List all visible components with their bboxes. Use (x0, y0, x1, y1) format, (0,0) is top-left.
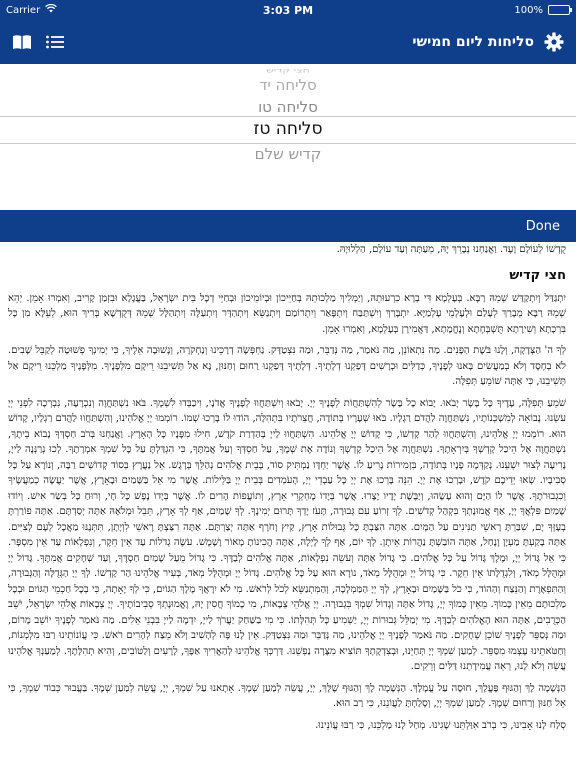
battery-percent: 100% (514, 4, 543, 16)
text-paragraph: הַנְּשָׁמָה לָךְ וְהַגּוּף פָּעֳלָךְ, חוּסָה עַל עֲמָלָךְ. הַנְּשָׁמָה לָךְ וְהַגּוּף שֶׁלָּךְ, יְיָ, עֲשֵׂה לְמַעַן שְׁמֶךָ. אָתָאנוּ עַל שִׁמְךָ, יְיָ, עֲשֵׂה לְמַעַן שְׁמֶךָ. בַּעֲבוּר כְּבוֹד שִׁמְךָ, כִּי אֵל חַנּוּן וְרַחוּם שְׁמֶךָ. לְמַעַן שִׁמְךָ יְיָ, וְסָלַחְתָּ לַעֲוֹנֵנוּ, כִּי רַב הוּא. (8, 682, 566, 709)
picker-option[interactable]: סליחה יד (259, 76, 317, 94)
status-left (6, 4, 57, 16)
done-button[interactable]: Done (525, 218, 560, 234)
prayer-text[interactable] (0, 242, 576, 768)
nav-left-buttons (12, 34, 64, 50)
picker-option-selected[interactable]: סליחה טז (253, 119, 323, 139)
section-picker[interactable] (0, 64, 576, 210)
status-bar (0, 0, 576, 20)
wifi-icon (45, 4, 57, 16)
status-time: 3:03 PM (262, 3, 314, 17)
nav-right (412, 32, 564, 52)
book-icon[interactable] (12, 34, 32, 50)
battery-icon (548, 5, 570, 15)
text-paragraph: שֹׁמֵעַ תְּפִלָּה, עָדֶיךָ כָּל בָּשָׂר יָבֹאוּ. יָבוֹא כָל בָּשָׂר לְהִשְׁתַּחֲוֹת לְפָנֶיךָ יְיָ. יָבֹאוּ וְיִשְׁתַּחֲווּ לְפָנֶיךָ אֲדֹנָי, וִיכַבְּדוּ לִשְׁמֶךָ. בֹּאוּ נִשְׁתַּחֲוֶה וְנִכְרָעָה, נִבְרְכָה לִפְנֵי יְיָ עֹשֵׂנוּ. נָבוֹאָה לְמִשְׁכְּנוֹתָיו, נִשְׁתַּחֲוֶה לַהֲדֹם רַגְלָיו. בֹּאוּ שְׁעָרָיו בְּתוֹדָה, חֲצֵרֹתָיו בִּתְהִלָּה, הוֹדוּ לוֹ בָּרְכוּ שְׁמוֹ. רוֹמְמוּ יְיָ אֱלֹהֵינוּ, וְהִשְׁתַּחֲווּ לַהֲדֹם רַגְלָיו, קָדוֹשׁ הוּא. רוֹמְמוּ יְיָ אֱלֹהֵינוּ, וְהִשְׁתַּחֲווּ לְהַר קָדְשׁוֹ, כִּי קָדוֹשׁ יְיָ אֱלֹהֵינוּ. הִשְׁתַּחֲווּ לַייָ בְּהַדְרַת קֹדֶשׁ, חִילוּ מִפָּנָיו כָּל הָאָרֶץ. וַאֲנַחְנוּ בְּרֹב חַסְדְּךָ נָבוֹא בֵיתֶךָ, נִשְׁתַּחֲוֶה אֶל הֵיכַל קָדְשְׁךָ בְּיִרְאָתֶךָ. נִשְׁתַּחֲוֶה אֶל הֵיכַל קָדְשְׁךָ וְנוֹדֶה אֶת שְׁמֶךָ, עַל חַסְדְּךָ וְעַל אֲמִתֶּךָ, כִּי הִגְדַּלְתָּ עַל כָּל שִׁמְךָ אִמְרָתֶךָ. לְכוּ נְרַנְּנָה לַייָ, נָרִיעָה לְצוּר יִשְׁעֵנוּ. נְקַדְּמָה פָנָיו בְּתוֹדָה, בִּזְמִירוֹת נָרִיעַ לוֹ. אֲשֶׁר יַחְדָּו נַמְתִּיק סוֹד, בְּבֵית אֱלֹהִים נְהַלֵּךְ בְּרָגֶשׁ. אֵל נַעֲרָץ בְּסוֹד קְדוֹשִׁים רַבָּה, וְנוֹרָא עַל כָּל סְבִיבָיו. שְׂאוּ יְדֵיכֶם קֹדֶשׁ, וּבָרְכוּ אֶת יְיָ. הִנֵּה בָּרְכוּ אֶת יְיָ כָּל עַבְדֵי יְיָ, הָעֹמְדִים בְּבֵית יְיָ בַּלֵּילוֹת. אֲשֶׁר מִי אֵל בַּשָּׁמַיִם וּבָאָרֶץ, אֲשֶׁר יַעֲשֶׂה כְמַעֲשֶׂיךָ וְכִגְבוּרֹתֶךָ. אֲשֶׁר לוֹ הַיָּם וְהוּא עָשָׂהוּ, וְיַבֶּשֶׁת יָדָיו יָצָרוּ. אֲשֶׁר בְּיָדוֹ מֶחְקְרֵי אָרֶץ, וְתוֹעֲפוֹת הָרִים לוֹ. אֲשֶׁר בְּיָדוֹ נֶפֶשׁ כָּל חָי, וְרוּחַ כָּל בְּשַׂר אִישׁ. וְיוֹדוּ שָׁמַיִם פִּלְאֲךָ יְיָ, אַף אֱמוּנָתְךָ בִּקְהַל קְדֹשִׁים. לְךָ זְרוֹעַ עִם גְּבוּרָה, תָּעֹז יָדְךָ תָּרוּם יְמִינֶךָ. לְךָ שָׁמַיִם, אַף לְךָ אָרֶץ, תֵּבֵל וּמְלֹאָהּ אַתָּה יְסַדְתָּם. אַתָּה פוֹרַרְתָּ בְעָזְּךָ יָם, שִׁבַּרְתָּ רָאשֵׁי תַנִּינִים עַל הַמָּיִם. אַתָּה הִצַּבְתָּ כָּל גְּבוּלוֹת אָרֶץ, קַיִץ וָחֹרֶף אַתָּה יְצַרְתָּם. אַתָּה רִצַּצְתָּ רָאשֵׁי לִוְיָתָן, תִּתְּנֶנּוּ מַאֲכָל לְעָם לְצִיִּים. אַתָּה בָקַעְתָּ מַעְיָן וָנָחַל, אַתָּה הוֹבַשְׁתָּ נַהֲרוֹת אֵיתָן. לְךָ יוֹם, אַף לְךָ לָיְלָה, אַתָּה הֲכִינוֹתָ מָאוֹר וָשָׁמֶשׁ. עֹשֶׂה גְדֹלוֹת עַד אֵין חֵקֶר, וְנִפְלָאוֹת עַד אֵין מִסְפָּר. כִּי אֵל גָּדוֹל יְיָ, וּמֶלֶךְ גָּדוֹל עַל כָּל אֱלֹהִים. כִּי גָדוֹל אַתָּה וְעֹשֵׂה נִפְלָאוֹת, אַתָּה אֱלֹהִים לְבַדֶּךָ. כִּי גָדוֹל מֵעַל שָׁמַיִם חַסְדֶּךָ, וְעַד שְׁחָקִים אֲמִתֶּךָ. גָּדוֹל יְיָ וּמְהֻלָּל מְאֹד, וְלִגְדֻלָּתוֹ אֵין חֵקֶר. כִּי גָדוֹל יְיָ וּמְהֻלָּל מְאֹד, נוֹרָא הוּא עַל כָּל אֱלֹהִים. גָּדוֹל יְיָ וּמְהֻלָּל מְאֹד, בְּעִיר אֱלֹהֵינוּ הַר קָדְשׁוֹ. לְךָ יְיָ הַגְּדֻלָּה וְהַגְּבוּרָה, וְהַתִּפְאֶרֶת וְהַנֵּצַח וְהַהוֹד, כִּי כֹל בַּשָּׁמַיִם וּבָאָרֶץ, לְךָ יְיָ הַמַּמְלָכָה, וְהַמִּתְנַשֵּׂא לְכֹל לְרֹאשׁ. מִי לֹא יִרָאֲךָ מֶלֶךְ הַגּוֹיִם, כִּי לְךָ יָאָתָה, כִּי בְכָל חַכְמֵי הַגּוֹיִם וּבְכָל מַלְכוּתָם מֵאֵין כָּמוֹךָ. מֵאֵין כָּמוֹךָ יְיָ, גָּדוֹל אַתָּה וְגָדוֹל שִׁמְךָ בִּגְבוּרָה. יְיָ אֱלֹהֵי צְבָאוֹת, מִי כָמוֹךָ חֲסִין יָהּ, וֶאֱמוּנָתְךָ סְבִיבוֹתֶיךָ. יְיָ צְבָאוֹת אֱלֹהֵי יִשְׂרָאֵל, יֹשֵׁב הַכְּרֻבִים, אַתָּה הוּא הָאֱלֹהִים לְבַדֶּךָ. מִי יְמַלֵּל גְּבוּרוֹת יְיָ, יַשְׁמִיעַ כָּל תְּהִלָּתוֹ. כִּי מִי בַשַּׁחַק יַעֲרֹךְ לַייָ, יִדְמֶה לַייָ בִּבְנֵי אֵלִים. מַה נֹּאמַר לְפָנֶיךָ יוֹשֵׁב מָרוֹם, וּמַה נְּסַפֵּר לְפָנֶיךָ שׁוֹכֵן שְׁחָקִים. מַה נֹּאמַר לְפָנֶיךָ יְיָ אֱלֹהֵינוּ, מַה נְּדַבֵּר וּמַה נִּצְטַדָּק. אֵין לָנוּ פֶּה לְהָשִׁיב וְלֹא מֵצַח לְהָרִים רֹאשׁ. כִּי עֲוֹנוֹתֵינוּ רַבּוּ מִלְּמְנוֹת, וְחַטֹּאתֵינוּ עָצְמוּ מִסַּפֵּר. לְמַעַן שִׁמְךָ יְיָ תְּחַיֵּנוּ, וּבְצִדְקָתְךָ תּוֹצִיא מִצָּרָה נַפְשֵׁנוּ. דַּרְכְּךָ אֱלֹהֵינוּ לְהַאֲרִיךְ אַפֶּךָ, לָרָעִים וְלַטּוֹבִים, וְהִיא תְהִלָּתֶךָ. לְמַעַנְךָ אֱלֹהֵינוּ עֲשֵׂה וְלֹא לָנוּ, רְאֵה עֲמִידָתֵנוּ דַּלִּים וְרֵקִים. (8, 397, 566, 672)
text-paragraph: לְךָ ה' הַצְּדָקָה, וְלָנוּ בֹּשֶׁת הַפָּנִים. מַה נִּתְאוֹנֵן, מַה נֹּאמַר, מַה נְּדַבֵּר, וּמַה נִּצְטַדָּק. נַחְפְּשָׂה דְרָכֵינוּ וְנַחְקֹרָה, וְנָשׁוּבָה אֵלֶיךָ, כִּי יְמִינְךָ פְשׁוּטָה לְקַבֵּל שָׁבִים. לֹא בְחֶסֶד וְלֹא בְמַעֲשִׂים בָּאנוּ לְפָנֶיךָ, כְּדַלִּים וּכְרָשִׁים דָּפַקְנוּ דְלָתֶיךָ. דְּלָתֶיךָ דָּפַקְנוּ רַחוּם וְחַנּוּן, נָא אַל תְּשִׁיבֵנוּ רֵיקָם מִלְּפָנֶיךָ. מִלְּפָנֶיךָ מַלְכֵּנוּ רֵיקָם אַל תְּשִׁיבֵנוּ, כִּי אַתָּה שׁוֹמֵעַ תְּפִלָּה. (8, 345, 566, 387)
gear-icon[interactable] (544, 32, 564, 52)
picker-selection-line-top (0, 116, 576, 117)
text-paragraph: יִתְגַּדַּל וְיִתְקַדַּשׁ שְׁמֵהּ רַבָּא. בְּעָלְמָא דִּי בְרָא כִרְעוּתֵהּ, וְיַמְלִיךְ מַלְכוּתֵהּ בְּחַיֵּיכוֹן וּבְיוֹמֵיכוֹן וּבְחַיֵּי דְכָל בֵּית יִשְׂרָאֵל, בַּעֲגָלָא וּבִזְמַן קָרִיב, וְאִמְרוּ אָמֵן. יְהֵא שְׁמֵהּ רַבָּא מְבָרַךְ לְעָלַם וּלְעָלְמֵי עָלְמַיָּא. יִתְבָּרַךְ וְיִשְׁתַּבַּח וְיִתְפָּאַר וְיִתְרוֹמַם וְיִתְנַשֵּׂא וְיִתְהַדָּר וְיִתְעַלֶּה וְיִתְהַלָּל שְׁמֵהּ דְּקֻדְשָׁא בְּרִיךְ הוּא, לְעֵלָּא מִן כָּל בִּרְכָתָא וְשִׁירָתָא תֻּשְׁבְּחָתָא וְנֶחֱמָתָא, דַּאֲמִירָן בְּעָלְמָא, וְאִמְרוּ אָמֵן. (8, 292, 566, 335)
picker-selection-line-bottom (0, 143, 576, 144)
status-right (514, 5, 570, 16)
picker-option[interactable]: קדיש שלם (254, 145, 322, 163)
page-title: סליחות ליום חמישי (412, 34, 534, 50)
text-paragraph: סְלַח לָנוּ אָבִינוּ, כִּי בְרֹב אִוַּלְתֵּנוּ שָׁגִינוּ. מְחַל לָנוּ מַלְכֵּנוּ, כִּי רַבּוּ עֲוֹנֵינוּ. (315, 719, 566, 731)
section-heading: חצי קדיש (509, 267, 566, 283)
list-icon[interactable] (46, 35, 64, 49)
navigation-bar (0, 20, 576, 64)
carrier-label: Carrier (6, 4, 41, 16)
picker-option[interactable]: חצי קדיש (266, 66, 310, 75)
picker-option[interactable]: סליחה טו (258, 98, 318, 116)
picker-toolbar (0, 210, 576, 242)
text-line: קֻדְשׁוֹ לְעוֹלָם וָעֶד. וַאֲנַחְנוּ נְבָרֵךְ יָהּ, מֵעַתָּה וְעַד עוֹלָם, הַלְלוּיָהּ. (336, 244, 566, 255)
